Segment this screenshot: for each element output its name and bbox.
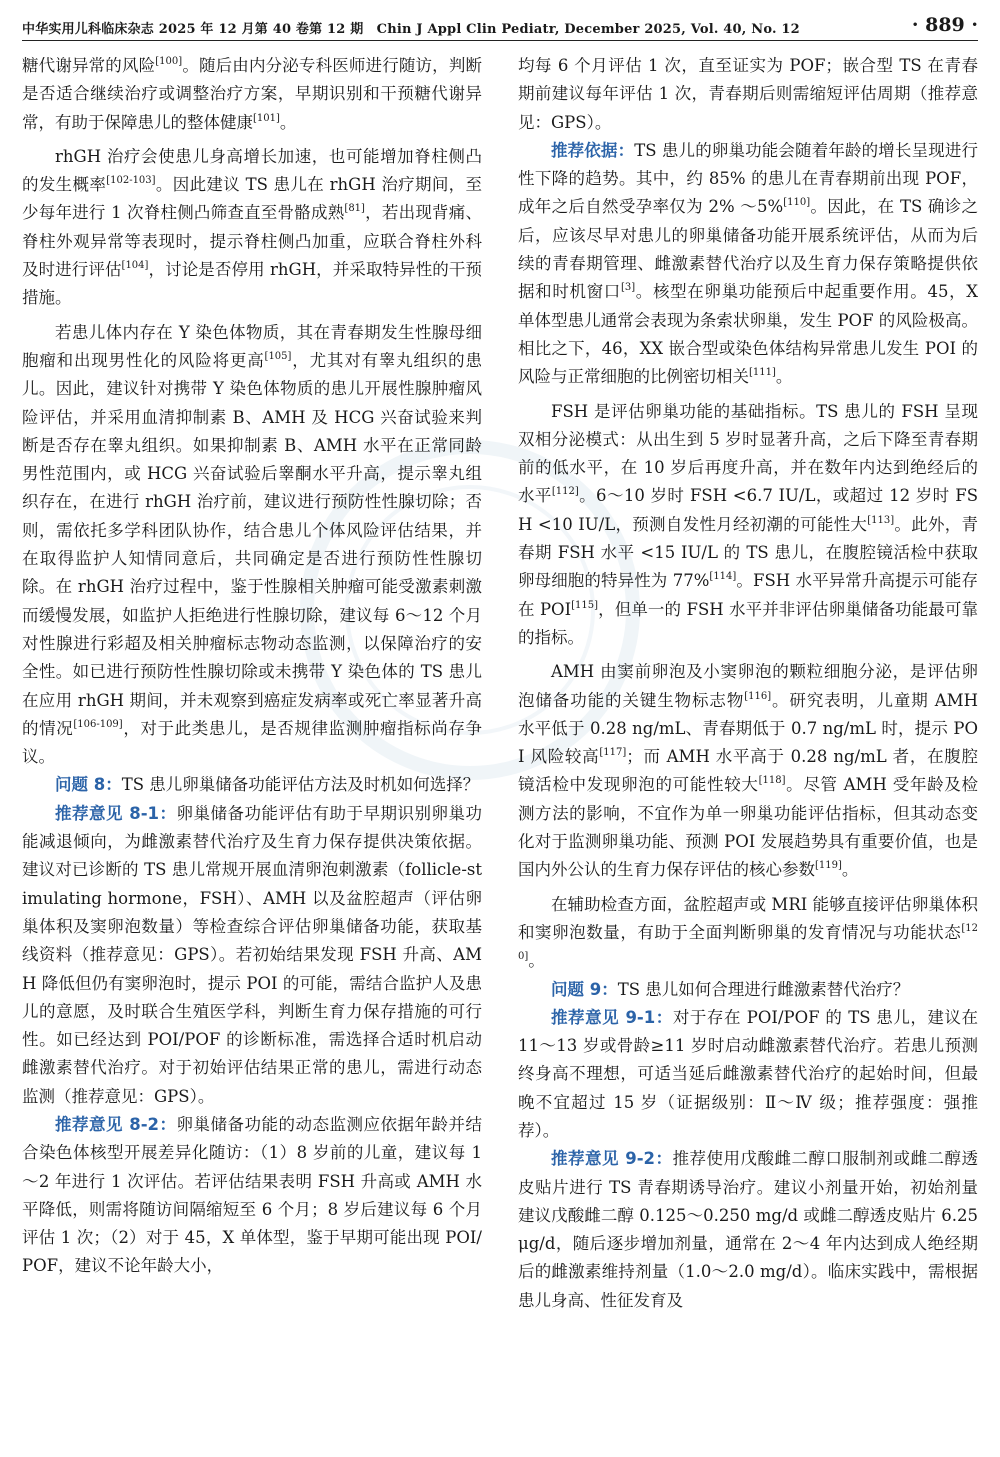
paragraph-auxiliary-exam [518,891,978,976]
paragraph-continued [518,52,978,137]
citation-ref: [117] [599,747,627,759]
recommendation-text: 卵巢储备功能的动态监测应依据年龄并结合染色体核型开展差异化随访：（1）8 岁前的儿童，建议每 1～2 年进行 1 次评估。若评估结果表明 FSH 升高或 AMH 水平降低，则需将随访间隔缩短至 6 个月；8 岁后建议每 6 个月评估 1 次；（2）对于 45，X 单体型，鉴于早期可能出现 POI/POF，建议不论年龄大小， [22,1114,483,1276]
citation-ref: [100] [155,56,183,67]
text: 。研究表明，儿童期 AMH 水平低于 0.28 ng/mL、青春期低于 0.7 ng/mL 时，提示 POI 风险较高 [518,690,978,767]
recommendation-8-1 [22,800,482,1111]
text: TS 患儿的卵巢功能会随着年龄的增长呈现进行性下降的趋势。其中，约 85% 的患儿在青春期前出现 POF，成年之后自然受孕率仅为 2% ～5% [518,140,978,217]
text: 。随后由内分泌专科医师进行随访，判断是否适合继续治疗或调整治疗方案，早期识别和干预糖代谢异常，有助于保障患儿的整体健康 [22,56,483,132]
citation-ref: [81] [344,203,365,215]
recommendation-text: 卵巢储备功能评估有助于早期识别卵巢功能减退倾向，为雌激素替代治疗及生育力保存提供决策依据。建议对已诊断的 TS 患儿常规开展血清卵泡刺激素（follicle-stimulating hormone，FSH）、AMH 以及盆腔超声（评估卵巢体积及窦卵泡数量）等检查综合评估卵巢储备功能，获取基线资料（推荐意见：GPS）。若初始结果发现 FSH 升高、AMH 降低但仍有窦卵泡时，提示 POI 的可能，需结合监护人及患儿的意愿，及时联合生殖医学科，判断生育力保存措施的可行性。如已经达到 POI/POF 的诊断标准，需选择合适时机启动雌激素替代治疗。对于初始评估结果正常的患儿，需进行动态监测（推荐意见：GPS）。 [22,803,483,1106]
recommendation-text: 对于存在 POI/POF 的 TS 患儿，建议在 11～13 岁或骨龄≥11 岁时启动雌激素替代治疗。若患儿预测终身高不理想，可适当延后雌激素替代治疗的起始时间，但最晚不宜超过 15 岁（证据级别：Ⅱ～Ⅳ 级；推荐强度：强推荐）。 [518,1007,978,1140]
citation-ref: [116] [744,690,772,702]
text: 。因此建议 TS 患儿在 rhGH 治疗期间，至少每年进行 1 次脊柱侧凸筛查直至骨骼成熟 [22,175,483,223]
recommendation-label: 推荐意见 8-2： [55,1114,177,1134]
text: ，尤其对有睾丸组织的患儿。因此，建议针对携带 Y 染色体物质的患儿开展性腺肿瘤风险评估，并采用血清抑制素 B、AMH 及 HCG 兴奋试验来判断是否存在睾丸组织。如果抑制素 B、AMH 水平在正常同龄男性范围内，或 HCG 兴奋试验后睾酮水平升高，提示睾丸组织存在，在进行 rhGH 治疗前，建议进行预防性性腺切除；否则，需依托多学科团队协作，结合患儿个体风险评估结果，并在取得监护人知情同意后，共同确定是否进行预防性性腺切除。在 rhGH 治疗过程中，鉴于性腺相关肿瘤可能受激素刺激而缓慢发展，如监护人拒绝进行性腺切除，建议每 6～12 个月对性腺进行彩超及相关肿瘤标志物动态监测，以保障治疗的安全性。如已进行预防性性腺切除或未携带 Y 染色体的 TS 患儿在应用 rhGH 期间，并未观察到癌症发病率或死亡率显著升高的情况 [22,350,483,738]
text: FSH 是评估卵巢功能的基础指标。TS 患儿的 FSH 呈现双相分泌模式：从出生到 5 岁时显著升高，之后下降至青春期前的低水平，在 10 岁后再度升高，并在数年内达到绝经后的水平 [518,401,978,506]
text: 在辅助检查方面，盆腔超声或 MRI 能够直接评估卵巢体积和窦卵泡数量，有助于全面判断卵巢的发育情况与功能状态 [518,894,978,942]
text: 。6～10 岁时 FSH <6.7 IU/L，或超过 12 岁时 FSH <10 IU/L，预测自发性月经初潮的可能性大 [518,486,979,534]
citation-ref: [3] [620,282,636,294]
right-column [518,52,978,1315]
text: 。因此，在 TS 确诊之后，应该尽早对患儿的卵巢储备功能开展系统评估，从而为后续的青春期管理、雌激素替代治疗以及生育力保存策略提供依据和时机窗口 [518,197,978,302]
text: 。 [775,367,793,387]
question-label: 问题 9： [551,979,618,999]
citation-ref: [118] [758,775,786,787]
text: 糖代谢异常的风险 [22,56,156,75]
text: ，对于此类患儿，是否规律监测肿瘤指标尚存争议。 [22,718,483,767]
running-header [22,10,978,41]
citation-ref: [114] [709,571,737,583]
citation-ref: [104] [121,260,149,272]
text: 若患儿体内存在 Y 染色体物质，其在青春期发生性腺母细胞瘤和出现男性化的风险将更高 [22,322,482,370]
journal-citation: 中华实用儿科临床杂志 2025 年 12 月第 40 卷第 12 期 Chin J Appl Clin Pediatr, December 2025, Vol. 40, No. 12 [22,22,800,37]
paragraph-glucose-monitoring [22,52,482,137]
page-number: · 889 · [911,14,978,36]
text: AMH 由窦前卵泡及小窦卵泡的颗粒细胞分泌，是评估卵泡储备功能的关键生物标志物 [518,662,978,710]
citation-ref: [112] [551,486,579,498]
basis-label: 推荐依据： [551,140,635,160]
text: ，但单一的 FSH 水平并非评估卵巢储备功能最可靠的指标。 [518,599,978,647]
text: ，讨论是否停用 rhGH，并采取特异性的干预措施。 [22,260,482,308]
recommendation-9-1 [518,1004,978,1145]
recommendation-label: 推荐意见 9-2： [551,1149,673,1169]
question-9 [518,976,978,1004]
recommendation-basis [518,137,978,392]
citation-ref: [110] [783,197,811,209]
text: 。FSH 水平异常升高提示可能存在 POI [518,571,978,619]
paragraph-fsh [518,398,978,653]
recommendation-label: 推荐意见 9-1： [551,1007,673,1027]
citation-ref: [106-109] [73,718,123,730]
recommendation-9-2 [518,1145,978,1315]
text: ；而 AMH 水平高于 0.28 ng/mL 者，在腹腔镜活检中发现卵泡的可能性较大 [518,747,979,795]
left-column [22,52,482,1281]
question-8 [22,771,482,799]
paragraph-amh [518,658,978,884]
recommendation-8-2 [22,1111,482,1281]
recommendation-text: 推荐使用戊酸雌二醇口服制剂或雌二醇透皮贴片进行 TS 青春期诱导治疗。建议小剂量开始，初始剂量建议戊酸雌二醇 0.125～0.250 mg/d 或雌二醇透皮贴片 6.25 μg/d，随后逐步增加剂量，通常在 2～4 年内达到成人绝经期后的雌激素维持剂量（1.0～2.0 mg/d）。临床实践中，需根据患儿身高、性征发育及 [518,1149,979,1310]
question-text: TS 患儿如何合理进行雌激素替代治疗？ [617,979,910,999]
text: rhGH 治疗会使患儿身高增长加速，也可能增加脊柱侧凸的发生概率 [22,146,482,195]
text: 。 [841,860,859,880]
text: 。 [528,951,545,971]
citation-ref: [119] [815,860,842,872]
text: 。此外，青春期 FSH 水平 <15 IU/L 的 TS 患儿，在腹腔镜活检中获取卵母细胞的特异性为 77% [518,514,978,591]
paragraph-scoliosis [22,143,482,313]
question-label: 问题 8： [55,775,122,795]
text: 。 [279,112,297,132]
text: 。尽管 AMH 受年龄及检测方法的影响，不宜作为单一卵巢功能评估指标，但其动态变化对于监测卵巢功能、预测 POI 发展趋势具有重要价值，也是国内外公认的生育力保存评估的核心参数 [518,775,978,880]
citation-ref: [115] [571,599,598,611]
citation-ref: [105] [264,350,292,362]
citation-ref: [111] [749,367,776,379]
paragraph-y-chromosome [22,319,482,772]
text: 均每 6 个月评估 1 次，直至证实为 POF；嵌合型 TS 在青春期前建议每年评估 1 次，青春期后则需缩短评估周期（推荐意见：GPS）。 [518,56,978,132]
question-text: TS 患儿卵巢储备功能评估方法及时机如何选择？ [121,775,480,795]
recommendation-label: 推荐意见 8-1： [55,803,177,823]
text: 。核型在卵巢功能预后中起重要作用。45，X 单体型患儿通常会表现为条索状卵巢，发生 POF 的风险极高。相比之下，46，XX 嵌合型或染色体结构异常患儿发生 POI 的风险与正常细胞的比例密切相关 [518,282,979,387]
citation-ref: [101] [253,112,280,124]
citation-ref: [102-103] [106,175,156,187]
citation-ref: [113] [867,514,895,526]
text: ，若出现背痛、脊柱外观异常等表现时，提示脊柱侧凸加重，应联合脊柱外科及时进行评估 [22,203,483,280]
citation-ref: [120] [518,922,978,963]
